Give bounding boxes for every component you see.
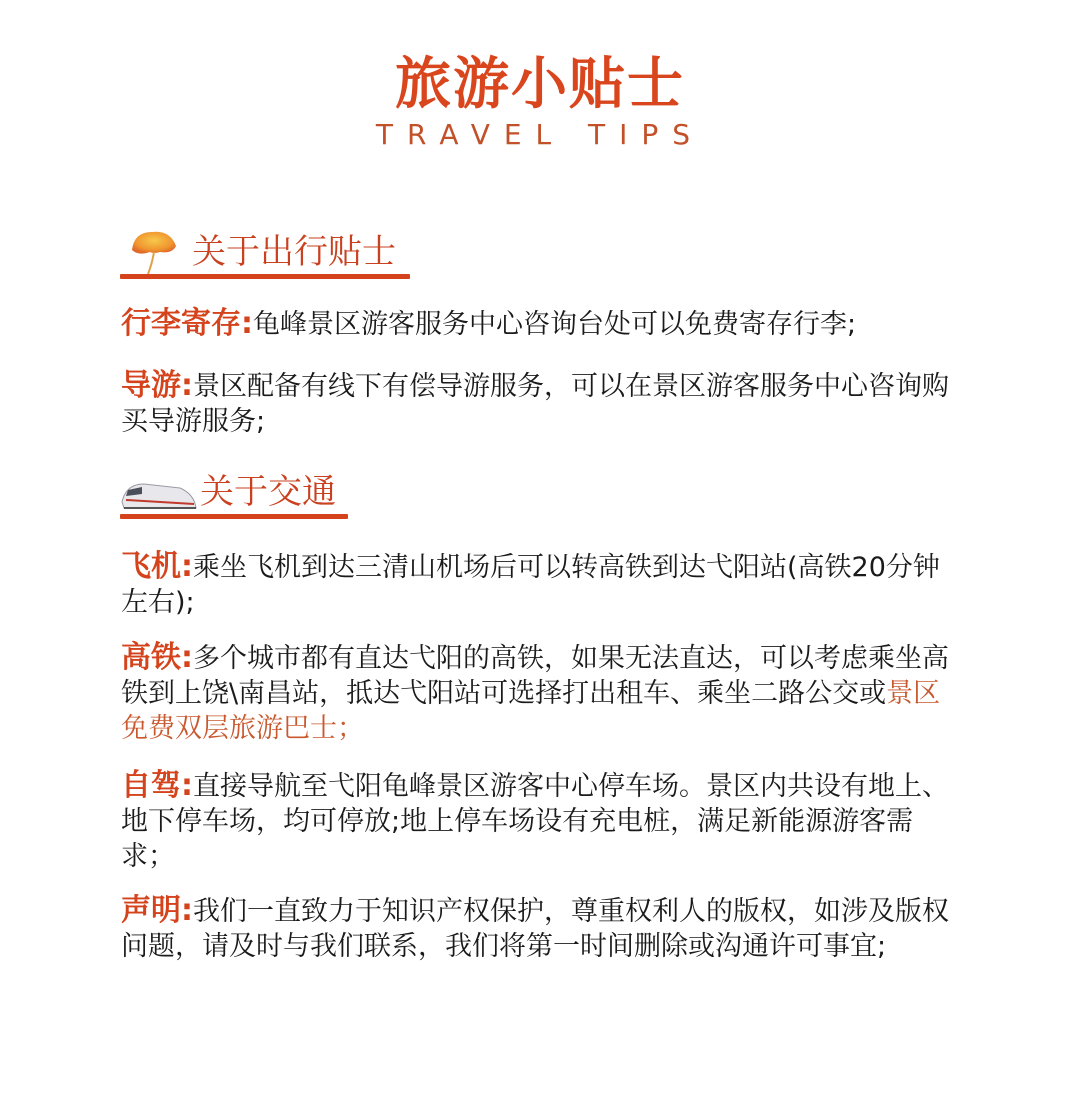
heading-underline [120,514,348,519]
heading-underline [120,274,410,279]
section-heading-travel-tips [120,228,410,280]
free-bus-highlight: 景区免费双层旅游巴士； [121,678,941,744]
tip-item-driving: 自驾:直接导航至弋阳龟峰景区游客中心停车场。景区内共设有地上、地下停车场，均可停放;地上停车场设有充电桩，满足新能源游客需求； [121,768,949,872]
section-heading-transport [120,470,348,522]
page-title: 旅游小贴士 [395,52,685,117]
ginkgo-leaf-icon [124,228,182,276]
section-heading-label: 关于交通 [200,472,336,512]
section-heading-label: 关于出行贴士 [192,232,396,272]
high-speed-train-icon [120,478,198,512]
tip-item-guide: 导游:景区配备有线下有偿导游服务，可以在景区游客服务中心咨询购买导游服务; [121,368,949,437]
tip-item-flight: 飞机:乘坐飞机到达三清山机场后可以转高铁到达弋阳站(高铁20分钟左右); [121,549,940,618]
tip-item-luggage: 行李寄存:龟峰景区游客服务中心咨询台处可以免费寄存行李; [121,306,857,341]
page-subtitle: TRAVEL TIPS [375,118,705,151]
tip-item-train: 高铁:多个城市都有直达弋阳的高铁，如果无法直达，可以考虑乘坐高铁到上饶\南昌站，抵达弋阳站可选择打出租车、乘坐二路公交或景区免费双层旅游巴士； [121,640,949,744]
tip-item-disclaimer: 声明:我们一直致力于知识产权保护，尊重权利人的版权，如涉及版权问题，请及时与我们联系，我们将第一时间删除或沟通许可事宜; [121,893,949,962]
